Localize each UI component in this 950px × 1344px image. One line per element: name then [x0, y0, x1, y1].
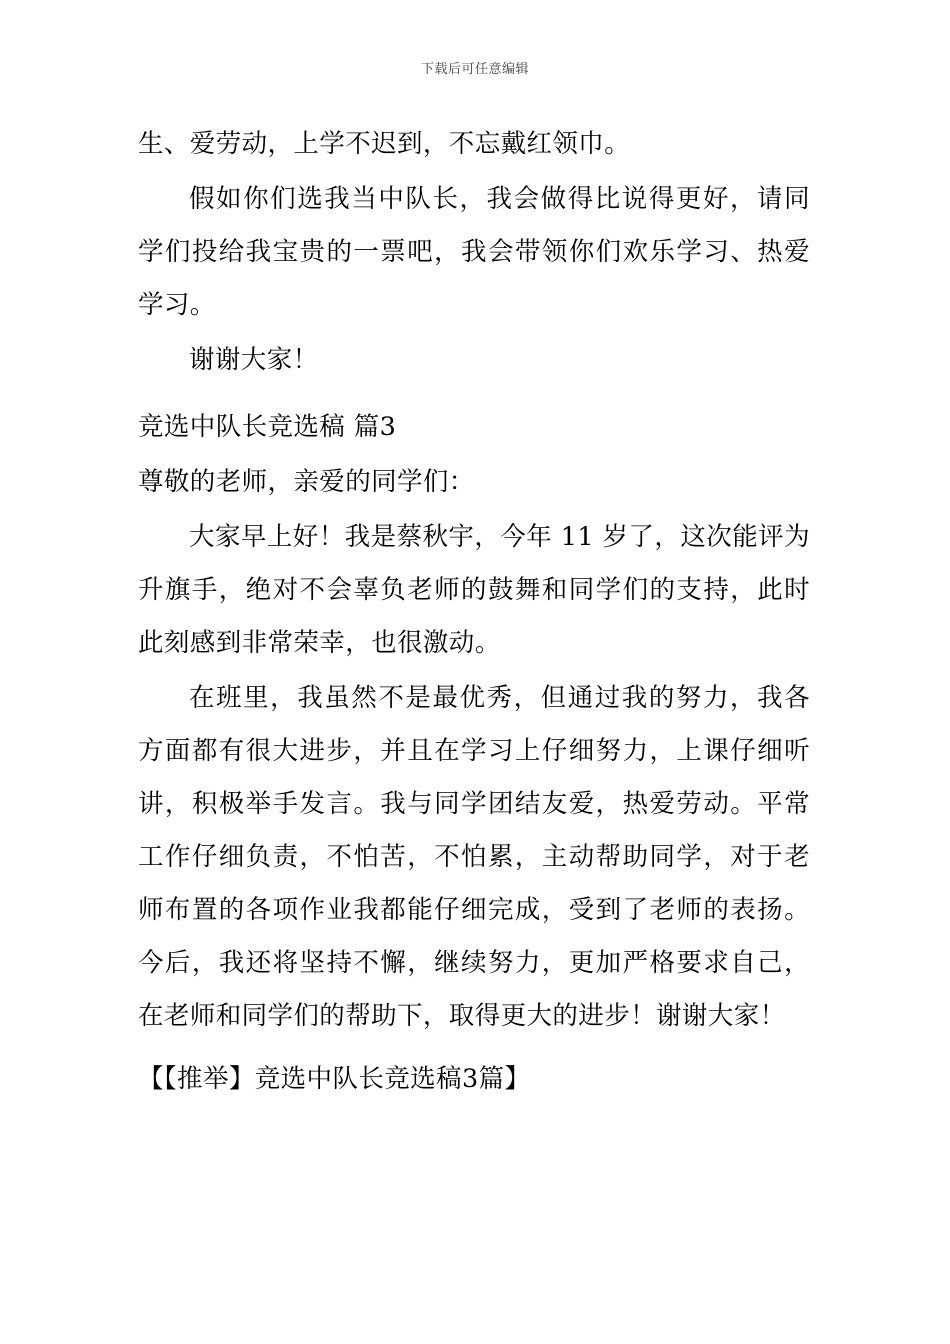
paragraph-continued: 生、爱劳动，上学不迟到，不忘戴红领巾。: [138, 129, 631, 159]
paragraph-performance: 在班里，我虽然不是最优秀，但通过我的努力，我各方面都有很大进步，并且在学习上仔细努力，上课仔细听讲，积极举手发言。我与同学团结友爱，热爱劳动。平常工作仔细负责，不怕苦，不怕累，主动帮助同学，对于老师布置的各项作业我都能仔细完成，受到了老师的表扬。今后，我还将坚持不懈，继续努力，更加严格要求自己，在老师和同学们的帮助下，取得更大的进步！谢谢大家！: [138, 683, 810, 1031]
paragraph-thanks: 谢谢大家！: [189, 345, 319, 375]
paragraph-self-introduction: 大家早上好！我是蔡秋宇，今年 11 岁了，这次能评为升旗手，绝对不会辜负老师的鼓舞和同学们的支持，此时此刻感到非常荣幸，也很激动。: [138, 522, 810, 658]
section-heading-speech-3: 竞选中队长竞选稿 篇3: [138, 412, 397, 442]
paragraph-vote-appeal: 假如你们选我当中队长，我会做得比说得更好，请同学们投给我宝贵的一票吧，我会带领你们欢乐学习、热爱学习。: [138, 184, 810, 320]
page-header-note: 下载后可任意编辑: [420, 62, 529, 77]
paragraph-footer-tag: 【【推举】竞选中队长竞选稿3篇】: [138, 1064, 531, 1094]
paragraph-salutation: 尊敬的老师，亲爱的同学们：: [138, 467, 475, 497]
document-body: [138, 118, 810, 1108]
